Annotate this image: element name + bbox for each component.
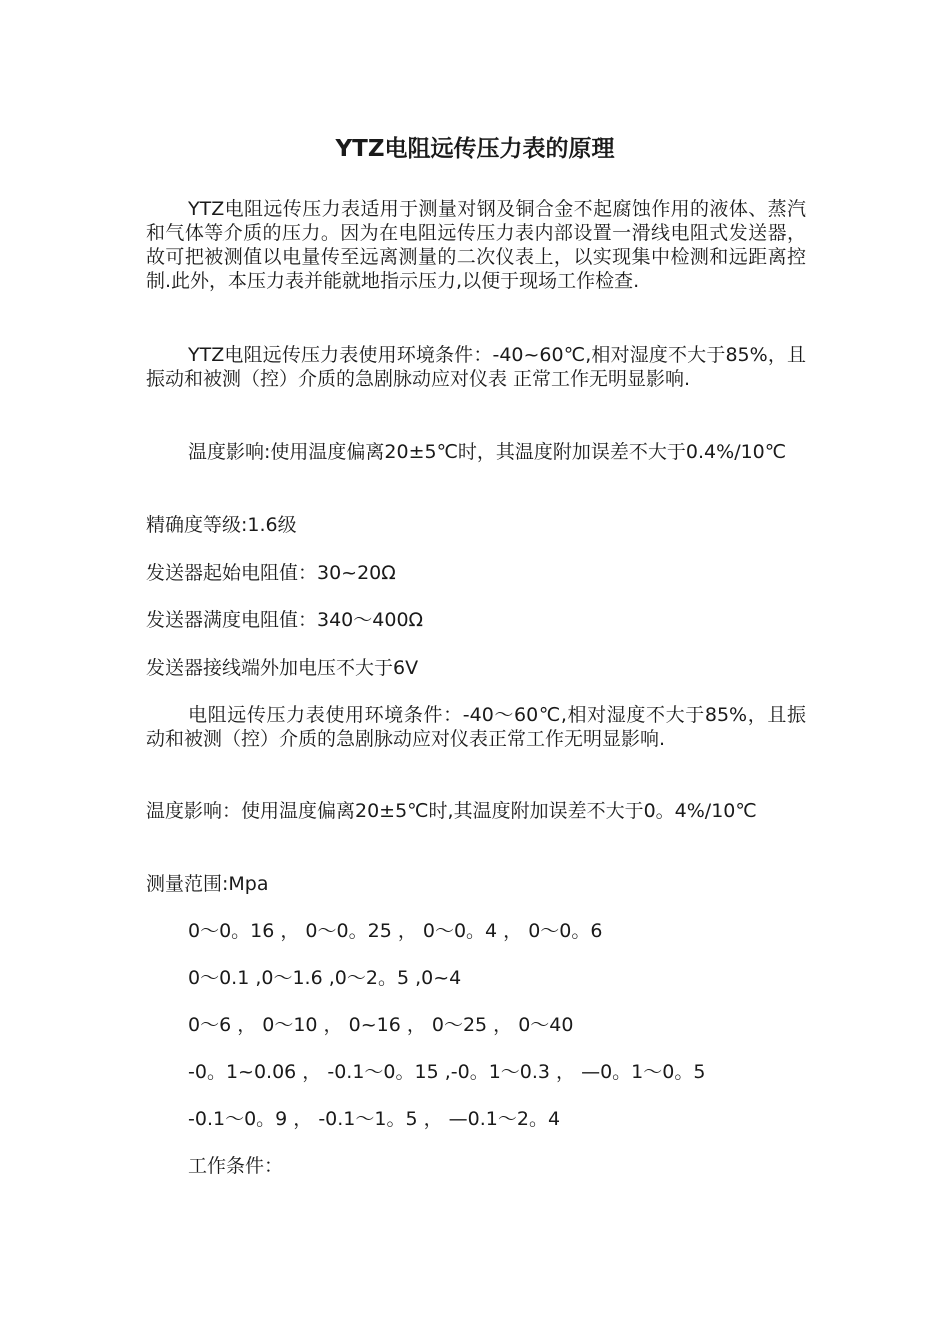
- range-line: -0。1~0.06 ， -0.1～0。15 ,-0。1～0.3 ， —0。1～0。5: [188, 1061, 706, 1083]
- temperature-effect-paragraph-2: 温度影响：使用温度偏离20±5℃时,其温度附加误差不大于0。4%/10℃: [146, 800, 757, 822]
- full-scale-resistance-line: 发送器满度电阻值：340～400Ω: [146, 609, 424, 631]
- document-title: YTZ电阻远传压力表的原理: [335, 136, 615, 162]
- range-line: 0～6 ， 0～10 ， 0~16 ， 0～25 ， 0～40: [188, 1014, 574, 1036]
- accuracy-class-line: 精确度等级:1.6级: [146, 514, 297, 536]
- working-conditions-heading: 工作条件：: [188, 1155, 284, 1177]
- range-line: -0.1～0。9 ， -0.1～1。5 ， —0.1～2。4: [188, 1108, 561, 1130]
- range-line: 0～0.1 ,0～1.6 ,0～2。5 ,0~4: [188, 967, 462, 989]
- environment-paragraph: YTZ电阻远传压力表使用环境条件：-40~60℃,相对湿度不大于85%，且振动和被测（控）介质的急剧脉动应对仪表 正常工作无明显影响.: [146, 344, 806, 390]
- range-line: 0～0。16 ， 0～0。25 ， 0～0。4 ， 0～0。6: [188, 920, 603, 942]
- temperature-effect-paragraph: 温度影响:使用温度偏离20±5℃时，其温度附加误差不大于0.4%/10℃: [188, 441, 787, 463]
- initial-resistance-line: 发送器起始电阻值：30~20Ω: [146, 562, 396, 584]
- terminal-voltage-line: 发送器接线端外加电压不大于6V: [146, 657, 419, 679]
- intro-paragraph: YTZ电阻远传压力表适用于测量对钢及铜合金不起腐蚀作用的液体、蒸汽和气体等介质的压力。因为在电阻远传压力表内部设置一滑线电阻式发送器，故可把被测值以电量传至远离测量的二次仪表上，以实现集中检测和远距离控制.此外，本压力表并能就地指示压力,以便于现场工作检查.: [146, 198, 806, 292]
- environment-paragraph-2: 电阻远传压力表使用环境条件：-40～60℃,相对湿度不大于85%，且振动和被测（控）介质的急剧脉动应对仪表正常工作无明显影响.: [146, 704, 806, 750]
- measurement-range-heading: 测量范围:Mpa: [146, 873, 269, 895]
